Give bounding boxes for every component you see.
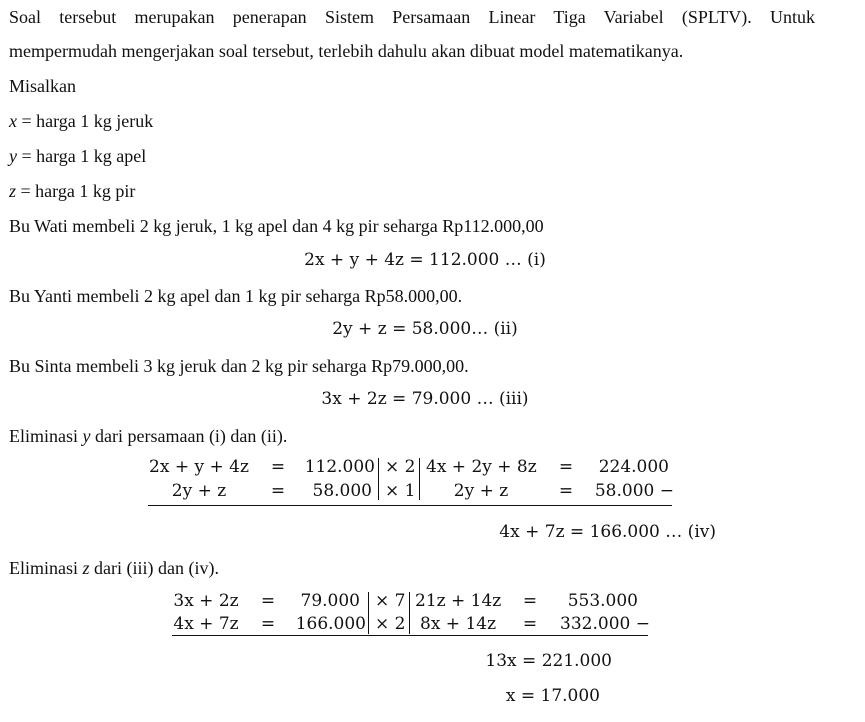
row2-rhs2: 332.000 − (560, 614, 650, 634)
row2-lhs: 2y + z (171, 481, 227, 501)
row2-eq2: = (522, 614, 538, 634)
separator-bar (419, 458, 420, 500)
misalkan-label: Misalkan (9, 76, 76, 96)
elimination-1-title (9, 425, 287, 447)
statement-wati: Bu Wati membeli 2 kg jeruk, 1 kg apel dan 4 kg pir seharga Rp112.000,00 (9, 216, 544, 236)
intro-line-1: Soal tersebut merupakan penerapan Sistem Persamaan Linear Tiga Variabel (SPLTV). Untuk (9, 7, 815, 27)
result-x: x = 17.000 (505, 686, 600, 706)
equation-iii: 3x + 2z = 79.000 … (iii) (321, 389, 529, 409)
row1-eq2: = (522, 591, 538, 611)
title-text: Eliminasi (9, 558, 83, 578)
result-13x: 13x = 221.000 (485, 651, 612, 671)
var-symbol: x (9, 111, 17, 131)
var-desc: = harga 1 kg apel (17, 146, 147, 166)
title-text: dari persamaan (i) dan (ii). (90, 426, 288, 446)
var-symbol: z (9, 181, 17, 201)
title-var: y (82, 426, 91, 446)
row1-eq2: = (558, 457, 574, 477)
row2-lhs: 4x + 7z (173, 614, 239, 634)
title-var: z (82, 558, 90, 578)
sum-line (172, 635, 648, 636)
title-text: Eliminasi (9, 426, 83, 446)
statement-yanti: Bu Yanti membeli 2 kg apel dan 1 kg pir seharga Rp58.000,00. (9, 286, 463, 306)
row1-lhs: 2x + y + 4z (149, 457, 249, 477)
separator-bar (368, 592, 369, 634)
var-desc: = harga 1 kg jeruk (17, 111, 154, 131)
row1-rhs: 112.000 (304, 457, 375, 477)
intro-line-2: mempermudah mengerjakan soal tersebut, terlebih dahulu akan dibuat model matematikanya. (9, 41, 684, 61)
var-desc: = harga 1 kg pir (16, 181, 136, 201)
row1-lhs: 3x + 2z (173, 591, 239, 611)
row2-eq2: = (558, 481, 574, 501)
row2-lhs2: 2y + z (453, 481, 509, 501)
var-def-x (9, 110, 153, 132)
row1-rhs: 79.000 (300, 591, 360, 611)
row1-eq: = (270, 457, 286, 477)
row2-mult: × 1 (385, 481, 416, 501)
row1-lhs2: 4x + 2y + 8z (426, 457, 537, 477)
row2-eq: = (270, 481, 286, 501)
row1-rhs2: 553.000 (567, 591, 638, 611)
row2-rhs: 166.000 (295, 614, 366, 634)
equation-i: 2x + y + 4z = 112.000 … (i) (304, 250, 546, 270)
row2-mult: × 2 (375, 614, 406, 634)
separator-bar (409, 592, 410, 634)
row1-mult: × 7 (375, 591, 406, 611)
var-def-z (9, 180, 135, 202)
statement-sinta: Bu Sinta membeli 3 kg jeruk dan 2 kg pir seharga Rp79.000,00. (9, 356, 469, 376)
row2-eq: = (260, 614, 276, 634)
row2-rhs2: 58.000 − (594, 481, 674, 501)
row1-lhs2: 21z + 14z (415, 591, 502, 611)
equation-ii: 2y + z = 58.000… (ii) (332, 319, 518, 339)
var-symbol: y (9, 146, 17, 166)
row2-lhs2: 8x + 14z (420, 614, 497, 634)
row2-rhs: 58.000 (312, 481, 372, 501)
sum-line (148, 505, 672, 506)
row1-rhs2: 224.000 (598, 457, 669, 477)
elimination-2-title (9, 557, 219, 579)
title-text: dari (iii) dan (iv). (89, 558, 219, 578)
equation-iv: 4x + 7z = 166.000 … (iv) (499, 522, 716, 542)
row1-eq: = (260, 591, 276, 611)
var-def-y (9, 145, 146, 167)
separator-bar (378, 458, 379, 500)
row1-mult: × 2 (385, 457, 416, 477)
